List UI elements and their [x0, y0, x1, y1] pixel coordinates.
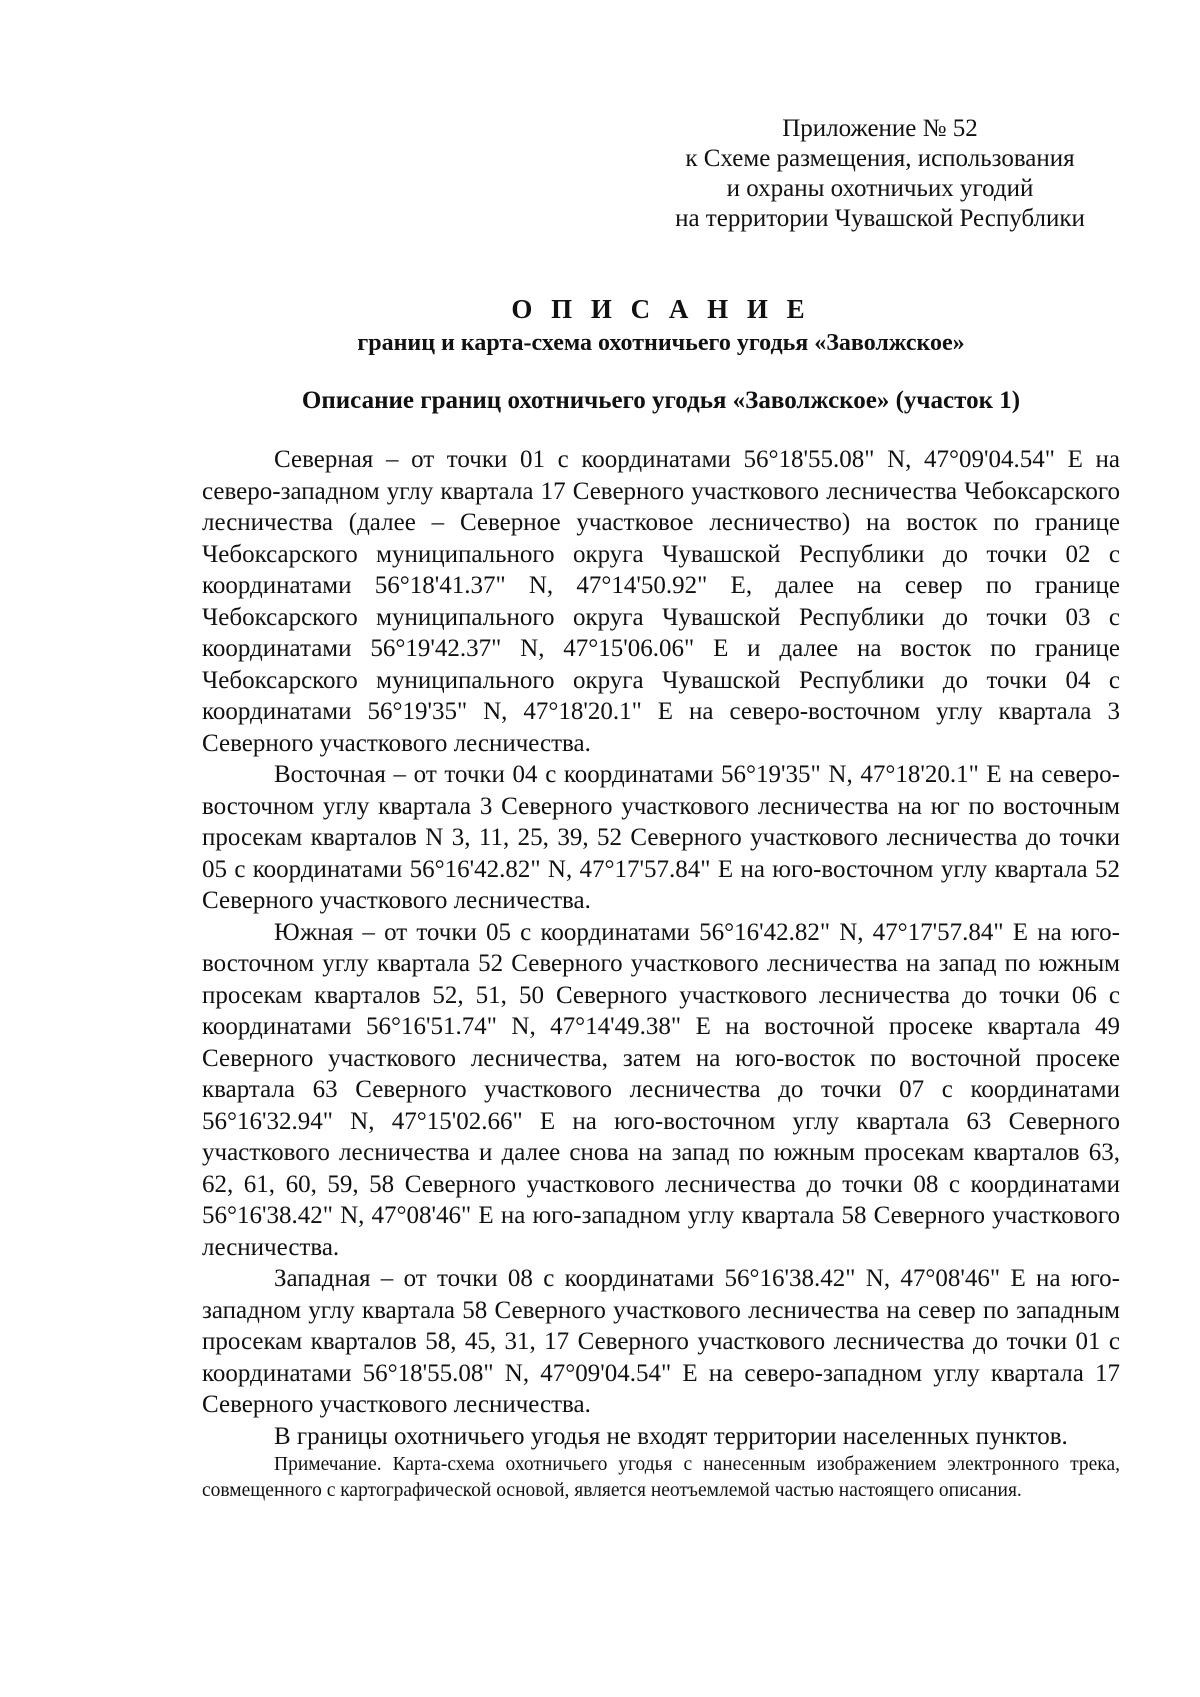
- appendix-reference: [640, 114, 1120, 234]
- appendix-line: Приложение № 52: [782, 115, 978, 142]
- document-title: О П И С А Н И Е: [511, 294, 811, 324]
- boundary-south-paragraph: Южная – от точки 05 с координатами 56°16'42.82" N, 47°17'57.84" E на юго-восточном углу квартала 52 Северного участкового лесничества на запад по южным просекам кварталов 52, 51, 50 Северного участкового лесничества до точки 06 с координатами 56°16'51.74" N, 47°14'49.38" E на восточной просеке квартала 49 Северного участкового лесничества, затем на юго-восток по восточной просеке квартала 63 Северного участкового лесничества до точки 07 с координатами 56°16'32.94" N, 47°15'02.66" E на юго-восточном углу квартала 63 Северного участкового лесничества и далее снова на запад по южным просекам кварталов 63, 62, 61, 60, 59, 58 Северного участкового лесничества до точки 08 с координатами 56°16'38.42" N, 47°08'46" E на юго-западном углу квартала 58 Северного участкового лесничества.: [202, 918, 1120, 1261]
- document-heading: [202, 293, 1120, 359]
- boundary-east-paragraph: Восточная – от точки 04 с координатами 56°19'35" N, 47°18'20.1" E на северо-восточном углу квартала 3 Северного участкового лесничества на юг по восточным просекам кварталов N 3, 11, 25, 39, 52 Северного участкового лесничества до точки 05 с координатами 56°16'42.82" N, 47°17'57.84" E на юго-восточном углу квартала 52 Северного участкового лесничества.: [202, 761, 1120, 914]
- boundary-west-paragraph: Западная – от точки 08 с координатами 56°16'38.42" N, 47°08'46" E на юго-западном углу квартала 58 Северного участкового лесничества на север по западным просекам кварталов 58, 45, 31, 17 Северного участкового лесничества до точки 01 с координатами 56°18'55.08" N, 47°09'04.54" E на северо-западном углу квартала 17 Северного участкового лесничества.: [202, 1265, 1120, 1418]
- appendix-line: и охраны охотничьих угодий: [726, 175, 1034, 202]
- appendix-line: на территории Чувашской Республики: [675, 205, 1085, 232]
- appendix-line: к Схеме размещения, использования: [685, 145, 1075, 172]
- document-subtitle: границ и карта-схема охотничьего угодья «Заволжское»: [357, 330, 965, 356]
- exclusion-paragraph: В границы охотничьего угодья не входят территории населенных пунктов.: [274, 1422, 1068, 1450]
- boundary-description: [202, 444, 1120, 1452]
- boundary-north-paragraph: Северная – от точки 01 с координатами 56°18'55.08" N, 47°09'04.54" E на северо-западном углу квартала 17 Северного участкового лесничества Чебоксарского лесничества (далее – Северное участковое лесничество) на восток по границе Чебоксарского муниципального округа Чувашской Республики до точки 02 с координатами 56°18'41.37" N, 47°14'50.92" E, далее на север по границе Чебоксарского муниципального округа Чувашской Республики до точки 03 с координатами 56°19'42.37" N, 47°15'06.06" E и далее на восток по границе Чебоксарского муниципального округа Чувашской Республики до точки 04 с координатами 56°19'35" N, 47°18'20.1" E на северо-восточном углу квартала 3 Северного участкового лесничества.: [202, 446, 1120, 757]
- footnote: Примечание. Карта-схема охотничьего угодья с нанесенным изображением электронного трека, совмещенного с картографической основой, является неотъемлемой частью настоящего описания.: [202, 1454, 1120, 1501]
- section-title: Описание границ охотничьего угодья «Заволжское» (участок 1): [301, 387, 1021, 414]
